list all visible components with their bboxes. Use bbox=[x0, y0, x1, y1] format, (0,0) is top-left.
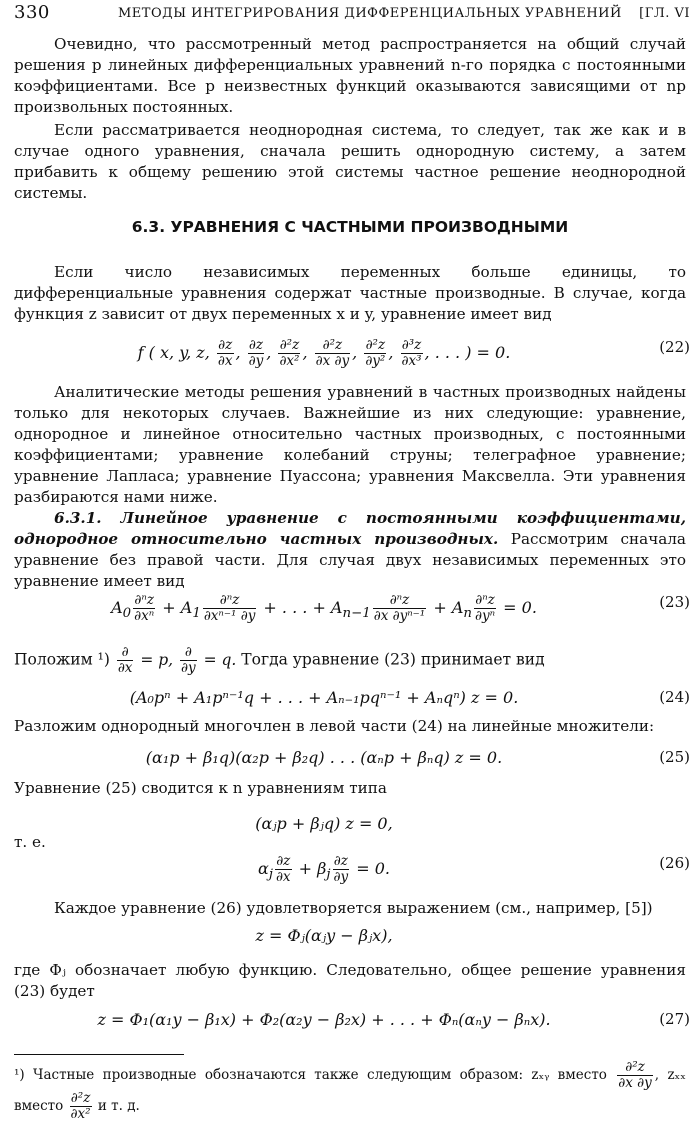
running-title: МЕТОДЫ ИНТЕГРИРОВАНИЯ ДИФФЕРЕНЦИАЛЬНЫХ УРАВНЕНИЙ bbox=[118, 6, 622, 21]
page-header bbox=[14, 2, 690, 26]
paragraph-5-text: Рассмотрим сначала уравнение без правой части. Для случая двух независимых переменных это уравнение имеет вид bbox=[14, 530, 686, 590]
equation-26 bbox=[14, 846, 690, 894]
paragraph-2: Если рассматривается неоднородная система, то следует, так же как и в случае одного уравнения, сначала решить однородную систему, а затем прибавить к общему решению этой системы частное решение неоднородной системы. bbox=[14, 121, 686, 202]
equation-27-formula: z = Φ₁(α₁y − β₁x) + Φ₂(α₂y − β₂x) + . . . + Φₙ(αₙy − βₙx). bbox=[97, 1010, 551, 1029]
equation-22-formula: f ( x, y, z, $\frac{\partial z}{\partial x}$ , $\frac{\partial z}{\partial y}$ , $\frac{\text{∂²z}}{\text{∂x²}}$ , $\frac{\text{∂²z}}{\partial x \partial y}$ , $\frac{\text{∂²z}}{\text{∂y²}}$ , $\frac{\text{∂³z}}{\text{∂x³}}$ , . . . ) = 0. bbox=[137, 337, 511, 369]
equation-22-number: (22) bbox=[659, 338, 690, 356]
section-title: 6.3. УРАВНЕНИЯ С ЧАСТНЫМИ ПРОИЗВОДНЫМИ bbox=[131, 218, 569, 236]
te-label: т. е. bbox=[14, 833, 46, 851]
footnote-separator bbox=[14, 1054, 184, 1055]
equation-24 bbox=[14, 680, 690, 720]
paragraph-1: Очевидно, что рассмотренный метод распространяется на общий случай решения p линейных дифференциальных уравнений n-го порядка с постоянными коэффициентами. Все p неизвестных функций оказываются зависящими от np произвольных постоянных. bbox=[14, 35, 686, 116]
footnote: ¹) Частные производные обозначаются также следующим образом: zₓᵧ вместо $\frac{\text{∂²z}}{\partial x \partial y}$ , zₓₓ вместо $\frac{\text{∂²z}}{\text{∂x²}}$ и т. д. bbox=[14, 1059, 686, 1122]
chapter-label: [ГЛ. VI bbox=[639, 6, 690, 21]
subsection-title: 6.3.1. Линейное уравнение с постоянными коэффициентами, однородное относительно частных производных. bbox=[14, 509, 686, 548]
equation-24-formula: (A₀pⁿ + A₁pⁿ⁻¹q + . . . + Aₙ₋₁pqⁿ⁻¹ + Aₙqⁿ) z = 0. bbox=[129, 688, 519, 707]
paragraph-5 bbox=[14, 508, 686, 592]
paragraph-8: Уравнение (25) сводится к n уравнениям типа bbox=[14, 779, 387, 797]
equation-22 bbox=[14, 330, 690, 380]
equation-27-number: (27) bbox=[659, 1010, 690, 1028]
equation-25 bbox=[14, 740, 690, 780]
equation-26-formula: $\alpha_j$ $\frac{\partial z}{\partial x}$ + $\beta_j$ $\frac{\partial z}{\partial y}$ = 0. bbox=[258, 853, 390, 885]
paragraph-6-end: Тогда уравнение (23) принимает вид bbox=[241, 650, 545, 669]
paragraph-3: Если число независимых переменных больше единицы, то дифференциальные уравнения содержат частные производные. В случае, когда функция z зависит от двух переменных x и y, уравнение имеет вид bbox=[14, 263, 686, 323]
equation-26-number: (26) bbox=[659, 854, 690, 872]
equation-phi bbox=[14, 918, 690, 958]
paragraph-10: где Φⱼ обозначает любую функцию. Следовательно, общее решение уравнения (23) будет bbox=[14, 961, 686, 1000]
footnote-mid: , zₓₓ вместо bbox=[14, 1067, 686, 1114]
equation-27 bbox=[14, 1002, 690, 1042]
equation-phi-formula: z = Φⱼ(αⱼy − βⱼx), bbox=[255, 926, 393, 945]
paragraph-6-start: Положим ¹) bbox=[14, 650, 110, 669]
paragraph-4: Аналитические методы решения уравнений в частных производных найдены только для некоторых случаев. Важнейшие из них следующие: уравнение, однородное и линейное относительно частных производных, с постоянными коэффициентами; уравнение колебаний струны; телеграфное уравнение; уравнение Лапласа; уравнение Пуассона; уравнения Максвелла. Эти уравнения разбираются нами ниже. bbox=[14, 383, 686, 506]
equation-23-formula: $A_0$ $\frac{\text{∂ⁿz}}{\text{∂xⁿ}}$ + $A_1$ $\frac{\text{∂ⁿz}}{\text{∂xⁿ⁻¹ ∂y}}$ + . . . + $A_{n-1}$ $\frac{\text{∂ⁿz}}{\text{∂x ∂yⁿ⁻¹}}$ + $A_n$ $\frac{\text{∂ⁿz}}{\text{∂yⁿ}}$ = 0. bbox=[111, 592, 537, 624]
equation-25-formula: (α₁p + β₁q)(α₂p + β₂q) . . . (αₙp + βₙq) z = 0. bbox=[145, 748, 503, 767]
equation-23 bbox=[14, 585, 690, 633]
paragraph-6: Положим ¹) $\frac{\partial}{\partial x}$ = p, $\frac{\partial}{\partial y}$ = q. Тогда уравнение (23) принимает вид bbox=[14, 644, 545, 676]
paragraph-9: Каждое уравнение (26) удовлетворяется выражением (см., например, [5]) bbox=[54, 899, 653, 917]
equation-25-number: (25) bbox=[659, 748, 690, 766]
equation-24-number: (24) bbox=[659, 688, 690, 706]
page-number: 330 bbox=[14, 2, 50, 23]
equation-type-formula: (αⱼp + βⱼq) z = 0, bbox=[255, 814, 393, 833]
footnote-end: и т. д. bbox=[97, 1098, 140, 1114]
paragraph-7: Разложим однородный многочлен в левой части (24) на линейные множители: bbox=[14, 717, 655, 735]
equation-23-number: (23) bbox=[659, 593, 690, 611]
footnote-start: ¹) Частные производные обозначаются также следующим образом: zₓᵧ вместо bbox=[14, 1067, 607, 1083]
